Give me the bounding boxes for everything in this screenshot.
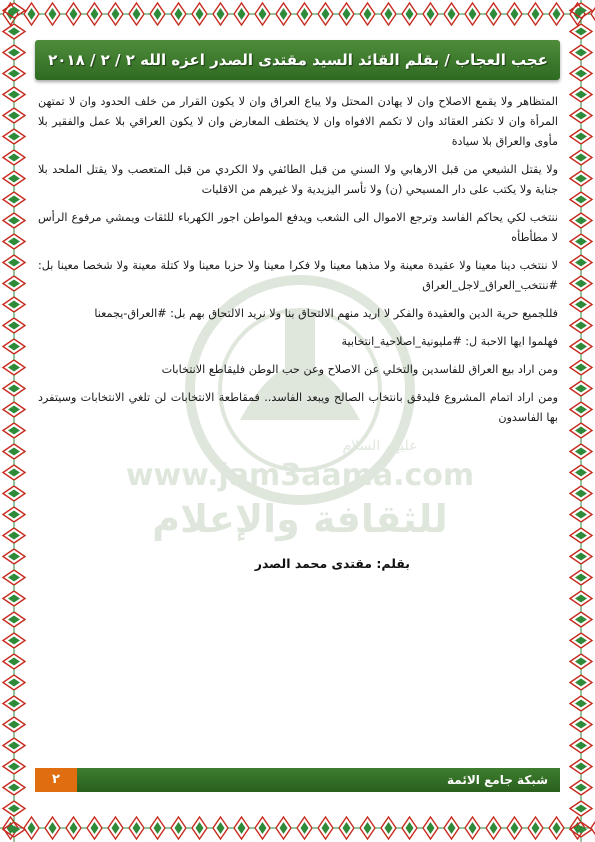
page-number-box xyxy=(35,768,77,792)
decorative-border-bottom xyxy=(0,814,595,842)
paragraph: فللجميع حرية الدين والعقيدة والفكر لا اريد منهم الالتحاق بنا ولا نريد الالتحاق بهم بل: #العراق-يجمعنا xyxy=(94,307,558,320)
author-signature: بقلم: مقتدى محمد الصدر xyxy=(254,556,410,571)
paragraph: ومن اراد اتمام المشروع فليدقق بانتخاب الصالح ويبعد الفاسد.. فمقاطعة الانتخابات لن تلغي الانتخابات وسيتفرد بها الفاسدون xyxy=(38,391,558,424)
decorative-border-top xyxy=(0,0,595,28)
article-body xyxy=(38,92,558,436)
paragraph: ننتخب لكي يحاكم الفاسد وترجع الاموال الى الشعب ويدفع المواطن اجور الكهرباء للثقات ويمشي مرفوع الرأس لا مطأطأه xyxy=(38,211,558,244)
decorative-border-right xyxy=(567,0,595,842)
decorative-border-left xyxy=(0,0,28,842)
paragraph: ولا يقتل الشيعي من قبل الارهابي ولا السني من قبل الطائفي ولا الكردي من قبل المتعصب ولا يقتل الملحد بلا جناية ولا يكتب على دار المسيحي (ن) ولا تأسر اليزيدية ولا غيرهم من الاقليات xyxy=(38,163,558,196)
page-title: عجب العجاب / بقلم القائد السيد مقتدى الصدر اعزه الله ٢ / ٢ / ٢٠١٨ xyxy=(48,51,548,69)
paragraph: المتظاهر ولا يقمع الاصلاح وان لا يهادن المحتل ولا يباع العراق وان لا يكون القرار من خلف الحدود وان لا تمتهن المرأة وان لا تكفر العقائد وان لا تكمم الافواه وان لا يختطف المعارض وان لا يكون العراقي بلا عمل والفقير بلا مأوى والعراق بلا سيادة xyxy=(38,95,558,148)
footer-site-name: شبكة جامع الائمة xyxy=(447,773,548,787)
footer-bar xyxy=(35,768,560,792)
watermark-salutation: عليهم السلام xyxy=(342,438,418,454)
paragraph: فهلموا ايها الاحبة ل: #مليونية_اصلاحية_انتخابية xyxy=(341,335,558,348)
watermark-site: www.jam3aama.com xyxy=(125,458,475,493)
paragraph: ومن اراد بيع العراق للفاسدين والتخلي عن الاصلاح وعن حب الوطن فليقاطع الانتخابات xyxy=(161,363,558,376)
title-banner xyxy=(35,40,560,80)
watermark-motto: للثقافة والإعلام xyxy=(152,497,448,541)
page-number: ٢ xyxy=(52,772,60,787)
paragraph: لا ننتخب دينا معينا ولا عقيدة معينة ولا مذهبا معينا ولا فكرا معينا ولا حزبا معينا ولا كتلة معينة ولا شخصا معينا بل: #ننتخب_العراق_لاجل_العراق xyxy=(38,259,558,292)
